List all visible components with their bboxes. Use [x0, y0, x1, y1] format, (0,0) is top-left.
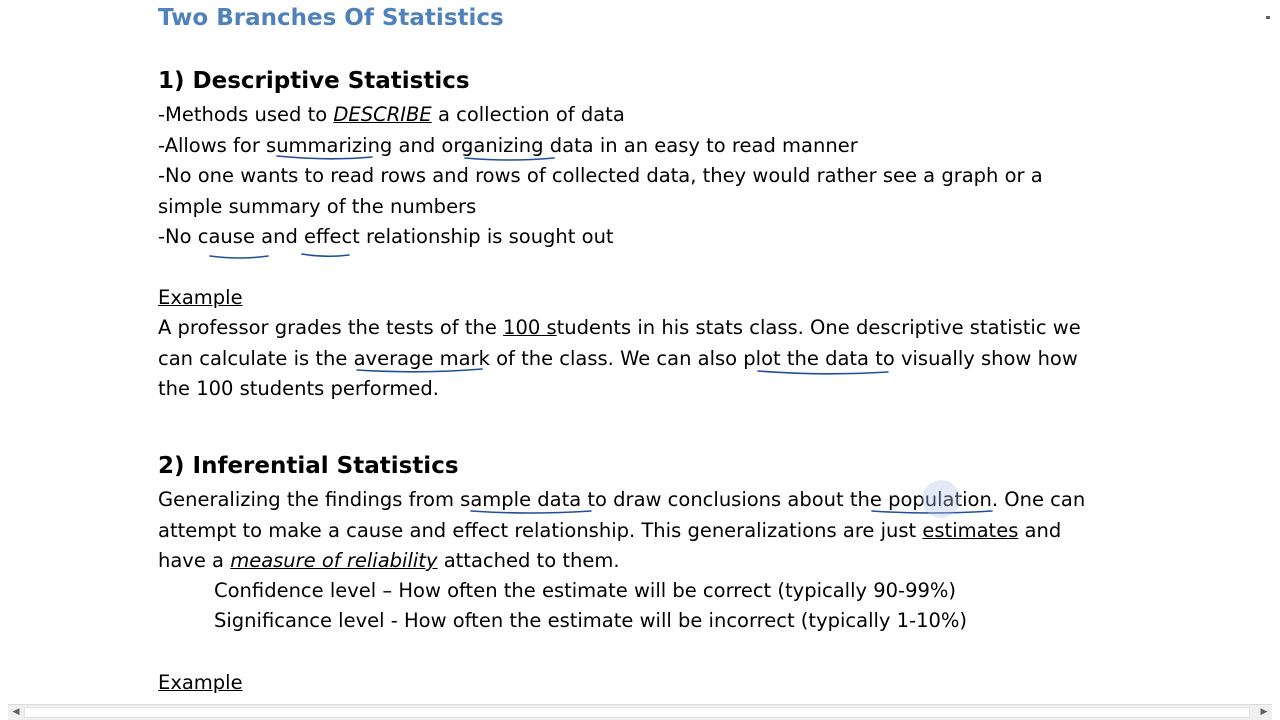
text-run: attached to them. — [437, 549, 620, 572]
estimates-underlined: estimates — [922, 519, 1019, 542]
example-label-descriptive: Example — [158, 286, 243, 309]
descriptive-bullet-summarizing: -Allows for summarizing and organizing data in an easy to read manner — [158, 134, 858, 157]
confidence-level-line: Confidence level – How often the estimate will be correct (typically 90-99%) — [214, 579, 957, 602]
text-run: to draw conclusions about — [581, 488, 850, 511]
text-run: a collection of data — [431, 103, 625, 126]
scroll-marker-icon — [1266, 16, 1270, 19]
scroll-left-arrow-icon[interactable]: ◀ — [12, 707, 20, 717]
text-run: and — [1018, 519, 1062, 542]
ink-underline-effect — [302, 254, 349, 256]
text-run: attempt to make a cause and effect relationship. This generalizations are just — [158, 519, 923, 542]
text-run: can calculate is the — [158, 347, 354, 370]
pointer-highlight — [922, 480, 960, 518]
describe-emphasis: DESCRIBE — [333, 103, 432, 126]
vertical-scroll-edge[interactable] — [1266, 0, 1280, 704]
text-run: of the class. We can also — [489, 347, 744, 370]
descriptive-example-line1 — [158, 315, 1081, 341]
text-run: tudents in his stats class. One descriptive statistic we — [556, 316, 1081, 339]
hundred-students-underlined: 100 s — [503, 316, 557, 339]
horizontal-scrollbar[interactable] — [8, 704, 1272, 720]
example-label-inferential: Example — [158, 671, 243, 694]
descriptive-example-line3: the 100 students performed. — [158, 377, 439, 400]
text-run: -Methods used to — [158, 103, 334, 126]
descriptive-example-line2 — [158, 346, 1078, 372]
descriptive-bullet-methods — [158, 102, 625, 128]
ink-underline-cause — [210, 256, 268, 258]
the-population-text: the population — [849, 488, 992, 511]
average-mark-text: average mark — [353, 347, 490, 370]
section-heading-descriptive: 1) Descriptive Statistics — [158, 68, 470, 94]
section-heading-inferential: 2) Inferential Statistics — [158, 453, 459, 479]
inferential-line3 — [158, 548, 620, 574]
scroll-right-arrow-icon[interactable]: ▶ — [1260, 707, 1268, 717]
sample-data-text: sample data — [460, 488, 582, 511]
text-run: Generalizing the findings from — [158, 488, 461, 511]
measure-of-reliability-emphasis: measure of reliability — [230, 549, 438, 572]
text-run: . One can — [991, 488, 1086, 511]
text-run: A professor grades the tests of the — [158, 316, 504, 339]
descriptive-bullet-rows-line2: simple summary of the numbers — [158, 195, 477, 218]
text-run: to visually show how — [869, 347, 1078, 370]
plot-the-data-text: plot the data — [743, 347, 869, 370]
page-title: Two Branches Of Statistics — [158, 5, 504, 31]
text-run: have a — [158, 549, 231, 572]
significance-level-line: Significance level - How often the estimate will be incorrect (typically 1-10%) — [214, 609, 968, 632]
scroll-thumb[interactable] — [24, 707, 1250, 718]
descriptive-bullet-rows-line1: -No one wants to read rows and rows of collected data, they would rather see a graph or a — [158, 164, 1043, 187]
inferential-line2 — [158, 518, 1061, 544]
descriptive-bullet-cause-effect: -No cause and effect relationship is sought out — [158, 225, 614, 248]
